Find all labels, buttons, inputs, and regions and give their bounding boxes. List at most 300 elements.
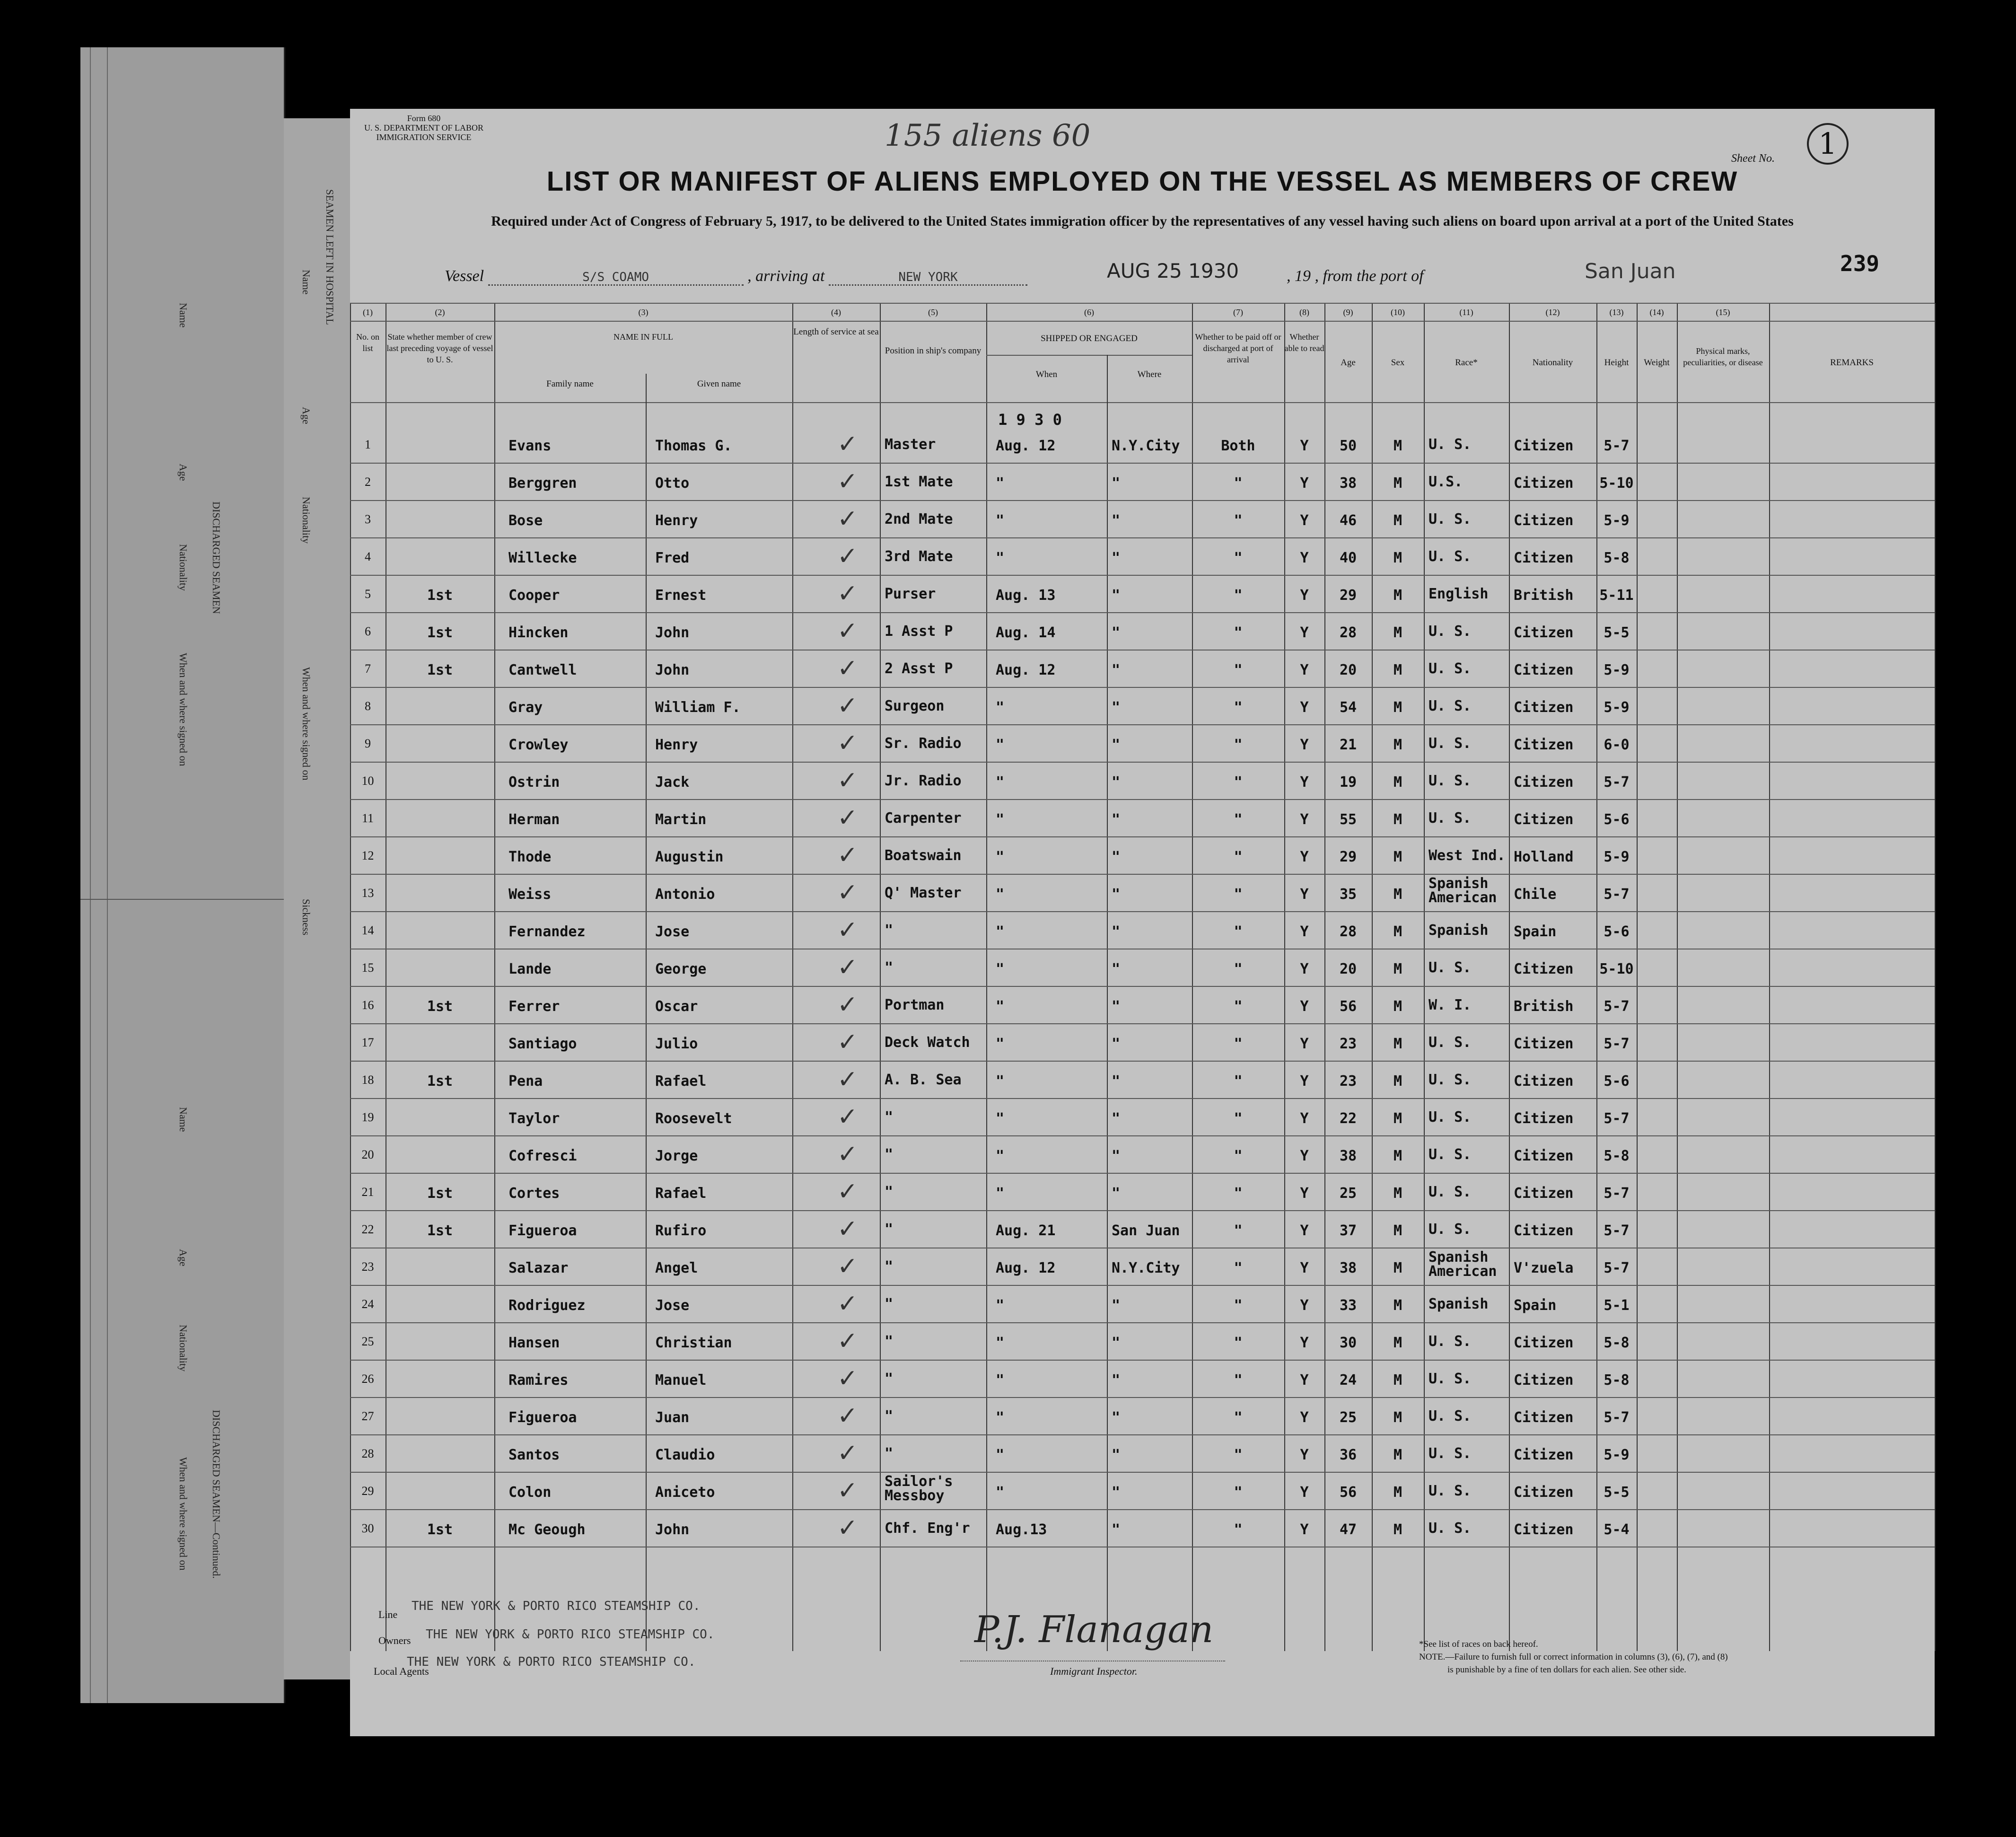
table-top-rule [350, 303, 1935, 304]
shipped-when: " [996, 1409, 1005, 1426]
shipped-when: Aug. 12 [996, 1260, 1056, 1276]
service-check-icon: ✓ [837, 617, 858, 645]
shipped-where: " [1112, 1521, 1121, 1538]
family-name: Lande [508, 961, 552, 977]
race: U. S. [1429, 623, 1472, 640]
row-rule [350, 687, 1935, 688]
able-to-read: Y [1300, 624, 1309, 641]
age: 21 [1339, 737, 1357, 753]
position: " [885, 1408, 894, 1424]
column-number-c15: (15) [1716, 308, 1730, 317]
shipped-when: " [996, 1036, 1005, 1052]
row-rule [350, 1135, 1935, 1136]
row-number: 23 [361, 1260, 374, 1274]
position: " [885, 1371, 894, 1387]
hospital-strip [284, 118, 351, 1679]
row-rule [350, 537, 1935, 538]
form-subtitle: Required under Act of Congress of February 5, 1917, to be delivered to the United States immigration officer by the representatives of any vessel having such aliens on board upon arrival at a port of the United States [491, 213, 1794, 229]
handwritten-count: 155 aliens 60 [885, 118, 1091, 153]
header-when: When [1035, 369, 1058, 379]
shipped-where: " [1112, 849, 1121, 865]
paid-off: " [1234, 961, 1243, 977]
family-name: Willecke [508, 550, 577, 566]
row-number: 5 [365, 587, 371, 601]
year-heading: 1 9 3 0 [998, 411, 1062, 429]
form-header [364, 114, 483, 142]
row-number: 9 [365, 737, 371, 750]
age: 25 [1339, 1185, 1357, 1202]
family-name: Hansen [508, 1335, 560, 1351]
position: Boatswain [885, 847, 962, 864]
given-name: Antonio [655, 886, 715, 903]
shipped-where: " [1112, 624, 1121, 641]
sex: M [1393, 662, 1402, 678]
local-agents-value: THE NEW YORK & PORTO RICO STEAMSHIP CO. [407, 1655, 696, 1669]
age: 28 [1339, 923, 1357, 940]
given-name: Rufiro [655, 1222, 707, 1239]
row-rule [350, 1509, 1935, 1510]
paid-off: " [1234, 1409, 1243, 1426]
shipped-when: " [996, 998, 1005, 1015]
shipped-when: " [996, 1185, 1005, 1202]
row-number: 20 [361, 1148, 374, 1161]
shipped-when: " [996, 961, 1005, 977]
service-check-icon: ✓ [837, 1402, 858, 1430]
paid-off: " [1234, 1185, 1243, 1202]
given-name: Jack [655, 774, 690, 791]
row-number: 13 [361, 886, 374, 900]
age: 33 [1339, 1297, 1357, 1314]
height: 5-9 [1604, 1447, 1630, 1463]
shipped-where: " [1112, 1185, 1121, 1202]
able-to-read: Y [1300, 737, 1309, 753]
previous-voyage: 1st [427, 998, 453, 1015]
shipped-where: " [1112, 1447, 1121, 1463]
arriving-port: NEW YORK [829, 270, 1027, 286]
family-name: Cooper [508, 587, 560, 604]
row-number: 8 [365, 699, 371, 713]
crew-table [350, 303, 1935, 1651]
header-nationality: Nationality [1532, 358, 1573, 368]
sex: M [1393, 1222, 1402, 1239]
nationality-label: Nationality [177, 544, 189, 591]
previous-voyage: 1st [427, 1222, 453, 1239]
race: U. S. [1429, 660, 1472, 677]
sex: M [1393, 624, 1402, 641]
shipped-when: Aug. 13 [996, 587, 1056, 604]
header-remarks: REMARKS [1830, 358, 1874, 368]
paid-off: " [1234, 849, 1243, 865]
position: Sailor's Messboy [885, 1473, 953, 1504]
family-name: Santiago [508, 1036, 577, 1052]
race: U. S. [1429, 1445, 1472, 1462]
nationality: Citizen [1514, 961, 1574, 977]
position: Sr. Radio [885, 735, 962, 752]
race: U. S. [1429, 1520, 1472, 1537]
family-name: Pena [508, 1073, 543, 1090]
able-to-read: Y [1300, 475, 1309, 492]
race: U. S. [1429, 1072, 1472, 1088]
sex: M [1393, 587, 1402, 604]
paid-off: " [1234, 1260, 1243, 1276]
age: 55 [1339, 811, 1357, 828]
nationality: Chile [1514, 886, 1557, 903]
family-name: Colon [508, 1484, 552, 1501]
sex: M [1393, 774, 1402, 791]
race: Spanish American [1429, 1249, 1497, 1280]
position: Carpenter [885, 810, 962, 826]
service-check-icon: ✓ [837, 692, 858, 720]
nationality: Citizen [1514, 1110, 1574, 1127]
shipped-when: " [996, 1372, 1005, 1389]
height: 5-8 [1604, 1372, 1630, 1389]
height: 5-7 [1604, 1409, 1630, 1426]
given-name: Otto [655, 475, 690, 492]
position: 1 Asst P [885, 623, 953, 640]
sex: M [1393, 1185, 1402, 1202]
row-number: 30 [361, 1521, 374, 1535]
height: 5-4 [1604, 1521, 1630, 1538]
race: U. S. [1429, 1408, 1472, 1424]
nationality: Citizen [1514, 662, 1574, 678]
service-check-icon: ✓ [837, 1178, 858, 1206]
column-rule [1769, 303, 1770, 1651]
column-number-c12: (12) [1545, 308, 1560, 317]
column-number-c7: (7) [1233, 308, 1243, 317]
row-rule [350, 1322, 1935, 1323]
from-label: , from the port of [1315, 267, 1424, 285]
height: 5-7 [1604, 774, 1630, 791]
paid-off: " [1234, 1222, 1243, 1239]
page-number: 239 [1840, 251, 1880, 276]
shipped-when: " [996, 1148, 1005, 1164]
sex: M [1393, 811, 1402, 828]
strip-name-label: Name [300, 270, 312, 295]
given-name: Thomas G. [655, 438, 732, 454]
race: U. S. [1429, 511, 1472, 527]
discharged-seamen-label: DISCHARGED SEAMEN [210, 501, 222, 614]
sex: M [1393, 1260, 1402, 1276]
height: 5-7 [1604, 1260, 1630, 1276]
height: 5-10 [1599, 475, 1634, 492]
strip-when-where-label: When and where signed on [300, 667, 312, 781]
able-to-read: Y [1300, 1222, 1309, 1239]
column-rule [1677, 303, 1678, 1651]
family-name: Taylor [508, 1110, 560, 1127]
height: 6-0 [1604, 737, 1630, 753]
header-no-on-list: No. on list [356, 332, 379, 353]
row-rule [350, 836, 1935, 837]
given-name: Jose [655, 923, 690, 940]
shipped-where: " [1112, 550, 1121, 566]
form-title: LIST OR MANIFEST OF ALIENS EMPLOYED ON THE VESSEL AS MEMBERS OF CREW [546, 166, 1738, 197]
age: 20 [1339, 662, 1357, 678]
row-rule [350, 500, 1935, 501]
shipped-where: " [1112, 1409, 1121, 1426]
able-to-read: Y [1300, 1484, 1309, 1501]
sheet-fold [90, 47, 108, 1703]
nationality: Citizen [1514, 1073, 1574, 1090]
sex: M [1393, 438, 1402, 454]
shipped-when: " [996, 1335, 1005, 1351]
sex: M [1393, 886, 1402, 903]
paid-off: " [1234, 1447, 1243, 1463]
line-label: Line [378, 1608, 398, 1620]
row-rule [350, 1472, 1935, 1473]
sex: M [1393, 1297, 1402, 1314]
shipped-where: " [1112, 737, 1121, 753]
row-number: 4 [365, 550, 371, 563]
paid-off: " [1234, 1110, 1243, 1127]
height: 5-7 [1604, 998, 1630, 1015]
service-check-icon: ✓ [837, 879, 858, 907]
row-number: 10 [361, 774, 374, 788]
given-name: Martin [655, 811, 707, 828]
given-name: Angel [655, 1260, 698, 1276]
given-name: John [655, 1521, 690, 1538]
race: U. S. [1429, 1221, 1472, 1238]
family-name: Rodriguez [508, 1297, 586, 1314]
given-name: Oscar [655, 998, 698, 1015]
header-able-to-read: Whether able to read [1284, 332, 1324, 353]
able-to-read: Y [1300, 1260, 1309, 1276]
able-to-read: Y [1300, 1335, 1309, 1351]
paid-off: " [1234, 662, 1243, 678]
header-bottom-rule [350, 402, 1935, 403]
age: 56 [1339, 998, 1357, 1015]
arrival-date-stamp: AUG 25 1930 [1107, 259, 1239, 282]
row-number: 28 [361, 1447, 374, 1460]
nationality: Citizen [1514, 774, 1574, 791]
shipped-subrule [986, 355, 1192, 356]
given-name: Aniceto [655, 1484, 715, 1501]
nationality: Citizen [1514, 1335, 1574, 1351]
nationality: Citizen [1514, 1036, 1574, 1052]
service-check-icon: ✓ [837, 991, 858, 1019]
able-to-read: Y [1300, 1409, 1309, 1426]
sex: M [1393, 998, 1402, 1015]
race: West Ind. [1429, 847, 1506, 864]
service-check-icon: ✓ [837, 1103, 858, 1131]
nationality: Citizen [1514, 1222, 1574, 1239]
able-to-read: Y [1300, 774, 1309, 791]
sex: M [1393, 1148, 1402, 1164]
age: 30 [1339, 1335, 1357, 1351]
position: Purser [885, 586, 936, 602]
height: 5-5 [1604, 624, 1630, 641]
given-name: Henry [655, 512, 698, 529]
nationality: Citizen [1514, 1409, 1574, 1426]
age: 35 [1339, 886, 1357, 903]
shipped-where: " [1112, 1073, 1121, 1090]
able-to-read: Y [1300, 849, 1309, 865]
nationality: V'zuela [1514, 1260, 1574, 1276]
height: 5-9 [1604, 512, 1630, 529]
shipped-when: " [996, 774, 1005, 791]
from-port-line [1287, 267, 1424, 285]
sheet-divider [80, 899, 284, 900]
row-rule [350, 911, 1935, 912]
paid-off: " [1234, 774, 1243, 791]
paid-off: " [1234, 624, 1243, 641]
shipped-when: Aug. 12 [996, 662, 1056, 678]
header-family-name: Family name [546, 379, 594, 389]
column-number-c3: (3) [638, 308, 649, 317]
race: U. S. [1429, 735, 1472, 752]
paid-off: " [1234, 587, 1243, 604]
able-to-read: Y [1300, 1185, 1309, 1202]
name-label-2: Name [177, 1107, 189, 1132]
service-check-icon: ✓ [837, 1065, 858, 1094]
header-race: Race* [1455, 358, 1478, 368]
nationality: Citizen [1514, 550, 1574, 566]
shipped-where: " [1112, 1110, 1121, 1127]
given-name: John [655, 662, 690, 678]
family-name: Salazar [508, 1260, 569, 1276]
header-where: Where [1137, 369, 1162, 379]
service-check-icon: ✓ [837, 1290, 858, 1318]
column-number-c8: (8) [1299, 308, 1309, 317]
nationality: Spain [1514, 923, 1557, 940]
vessel-name: S/S COAMO [488, 270, 744, 286]
shipped-where: " [1112, 961, 1121, 977]
nationality: Holland [1514, 849, 1574, 865]
position: " [885, 1445, 894, 1462]
family-name: Cortes [508, 1185, 560, 1202]
service-check-icon: ✓ [837, 841, 858, 870]
row-rule [350, 1360, 1935, 1361]
family-name: Figueroa [508, 1409, 577, 1426]
paid-off: " [1234, 699, 1243, 716]
header-weight: Weight [1644, 358, 1670, 368]
age: 28 [1339, 624, 1357, 641]
height: 5-1 [1604, 1297, 1630, 1314]
row-number: 18 [361, 1073, 374, 1087]
previous-voyage: 1st [427, 587, 453, 604]
column-rule [792, 303, 793, 1651]
nationality: Citizen [1514, 1521, 1574, 1538]
position: " [885, 1333, 894, 1350]
previous-voyage: 1st [427, 624, 453, 641]
department: U. S. DEPARTMENT OF LABOR [364, 123, 483, 132]
age: 23 [1339, 1073, 1357, 1090]
row-number: 24 [361, 1297, 374, 1311]
row-number: 29 [361, 1484, 374, 1498]
height: 5-8 [1604, 550, 1630, 566]
vessel-line [445, 267, 1027, 286]
row-rule [350, 575, 1935, 576]
shipped-when: Aug.13 [996, 1521, 1047, 1538]
paid-off: " [1234, 512, 1243, 529]
race: U. S. [1429, 1034, 1472, 1051]
nationality: Citizen [1514, 438, 1574, 454]
given-name: Christian [655, 1335, 732, 1351]
shipped-where: " [1112, 512, 1121, 529]
given-name: Ernest [655, 587, 707, 604]
service-check-icon: ✓ [837, 505, 858, 533]
row-rule [350, 1434, 1935, 1435]
from-port: San Juan [1585, 259, 1676, 283]
age: 29 [1339, 849, 1357, 865]
nationality: British [1514, 998, 1574, 1015]
paid-off: " [1234, 737, 1243, 753]
family-name: Mc Geough [508, 1521, 586, 1538]
nationality: Citizen [1514, 811, 1574, 828]
manifest-sheet [350, 109, 1935, 1736]
previous-voyage: 1st [427, 1185, 453, 1202]
position: " [885, 1109, 894, 1125]
nationality-label-2: Nationality [177, 1325, 189, 1371]
height: 5-6 [1604, 811, 1630, 828]
family-name: Cofresci [508, 1148, 577, 1164]
service-check-icon: ✓ [837, 766, 858, 795]
paid-off: " [1234, 1521, 1243, 1538]
shipped-when: Aug. 12 [996, 438, 1056, 454]
family-name: Gray [508, 699, 543, 716]
paid-off: " [1234, 886, 1243, 903]
nationality: Citizen [1514, 1148, 1574, 1164]
paid-off: " [1234, 1297, 1243, 1314]
vessel-label: Vessel [445, 267, 484, 285]
header-shipped-engaged: SHIPPED OR ENGAGED [1041, 334, 1138, 343]
height: 5-6 [1604, 1073, 1630, 1090]
given-name: Jose [655, 1297, 690, 1314]
strip-age-label: Age [300, 407, 312, 424]
header-sex: Sex [1391, 358, 1405, 368]
height: 5-9 [1604, 849, 1630, 865]
row-rule [350, 1098, 1935, 1099]
column-number-c2: (2) [435, 308, 445, 317]
shipped-when: " [996, 923, 1005, 940]
shipped-where: " [1112, 1297, 1121, 1314]
previous-voyage: 1st [427, 662, 453, 678]
row-rule [350, 463, 1935, 464]
row-number: 22 [361, 1222, 374, 1236]
race: U. S. [1429, 436, 1472, 453]
nationality: Citizen [1514, 512, 1574, 529]
service-check-icon: ✓ [837, 953, 858, 982]
shipped-where: N.Y.City [1112, 1260, 1180, 1276]
given-name: Claudio [655, 1447, 715, 1463]
service-check-icon: ✓ [837, 1477, 858, 1505]
shipped-when: " [996, 1447, 1005, 1463]
family-name: Bose [508, 512, 543, 529]
able-to-read: Y [1300, 512, 1309, 529]
shipped-where: " [1112, 475, 1121, 492]
row-rule [350, 1397, 1935, 1398]
position: 2nd Mate [885, 511, 953, 527]
height: 5-8 [1604, 1148, 1630, 1164]
family-name: Fernandez [508, 923, 586, 940]
service-check-icon: ✓ [837, 804, 858, 832]
local-agents-label: Local Agents [374, 1665, 429, 1677]
position: Chf. Eng'r [885, 1520, 970, 1537]
able-to-read: Y [1300, 961, 1309, 977]
race: U. S. [1429, 548, 1472, 565]
service-check-icon: ✓ [837, 1327, 858, 1355]
given-name: Roosevelt [655, 1110, 732, 1127]
race: U. S. [1429, 1333, 1472, 1350]
position: " [885, 1296, 894, 1312]
row-number: 21 [361, 1185, 374, 1199]
sex: M [1393, 1447, 1402, 1463]
height: 5-7 [1604, 438, 1630, 454]
shipped-when: " [996, 1073, 1005, 1090]
sheet-no-label: Sheet No. [1731, 152, 1775, 165]
age: 40 [1339, 550, 1357, 566]
race: U. S. [1429, 773, 1472, 789]
race: U. S. [1429, 1109, 1472, 1125]
